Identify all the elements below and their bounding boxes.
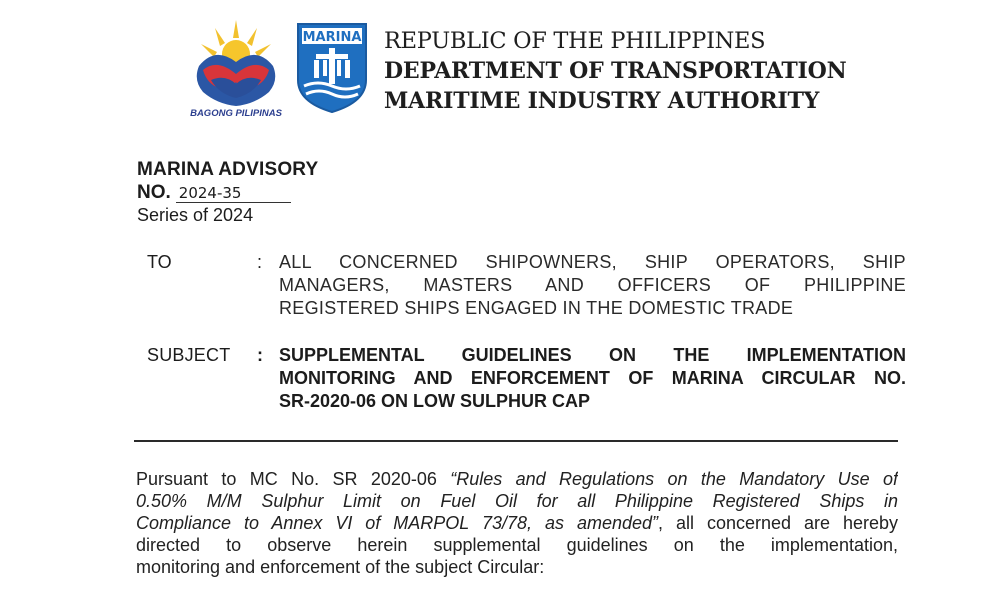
body-italic-text: Compliance to Annex VI of MARPOL 73/78, as amended” (136, 513, 658, 533)
advisory-number-value: 2024-35 (176, 184, 291, 203)
subject-colon: : (257, 345, 263, 365)
to-line: REGISTERED SHIPS ENGAGED IN THE DOMESTIC TRADE (279, 298, 794, 318)
advisory-block (137, 158, 318, 227)
to-line: ALL CONCERNED SHIPOWNERS, SHIP OPERATORS, SHIP (279, 252, 906, 272)
body-text: , all concerned are hereby (658, 513, 898, 533)
marina-logo-text: MARINA (302, 30, 362, 45)
to-row (147, 251, 907, 323)
subject-line: SR-2020-06 ON LOW SULPHUR CAP (279, 391, 591, 411)
subject-line: SUPPLEMENTAL GUIDELINES ON THE IMPLEMENTATION (279, 345, 906, 365)
advisory-number (137, 181, 318, 204)
body-line (136, 490, 898, 512)
advisory-series: Series of 2024 (137, 205, 254, 225)
subject-text (279, 344, 906, 413)
body-line (136, 468, 898, 490)
bagong-pilipinas-text: BAGONG PILIPINAS (190, 108, 282, 118)
bagong-pilipinas-logo (185, 18, 287, 118)
body-paragraph (136, 468, 898, 578)
advisory-title: MARINA ADVISORY (137, 159, 319, 180)
republic-title: REPUBLIC OF THE PHILIPPINES (384, 28, 766, 54)
agency-header (384, 26, 847, 116)
subject-label: SUBJECT (147, 345, 231, 365)
body-italic-text: 0.50% M/M Sulphur Limit on Fuel Oil for all Philippine Registered Ships in (136, 491, 898, 511)
body-line (136, 512, 898, 534)
department-title: DEPARTMENT OF TRANSPORTATION (384, 58, 847, 84)
advisory-number-label: NO. (137, 182, 171, 203)
marina-logo (294, 20, 370, 114)
subject-row (147, 344, 907, 416)
authority-title: MARITIME INDUSTRY AUTHORITY (384, 88, 820, 114)
section-divider (134, 440, 898, 442)
subject-line: MONITORING AND ENFORCEMENT OF MARINA CIRCULAR NO. (279, 368, 906, 388)
body-line: monitoring and enforcement of the subject Circular: (136, 557, 545, 577)
to-label: TO (147, 252, 172, 272)
body-line: directed to observe herein supplemental guidelines on the implementation, (136, 535, 898, 555)
body-italic-text: “Rules and Regulations on the Mandatory Use of (450, 469, 898, 489)
to-line: MANAGERS, MASTERS AND OFFICERS OF PHILIPPINE (279, 275, 906, 295)
body-text: Pursuant to MC No. SR 2020-06 (136, 469, 451, 489)
to-recipients (279, 251, 906, 320)
to-colon: : (257, 252, 263, 272)
